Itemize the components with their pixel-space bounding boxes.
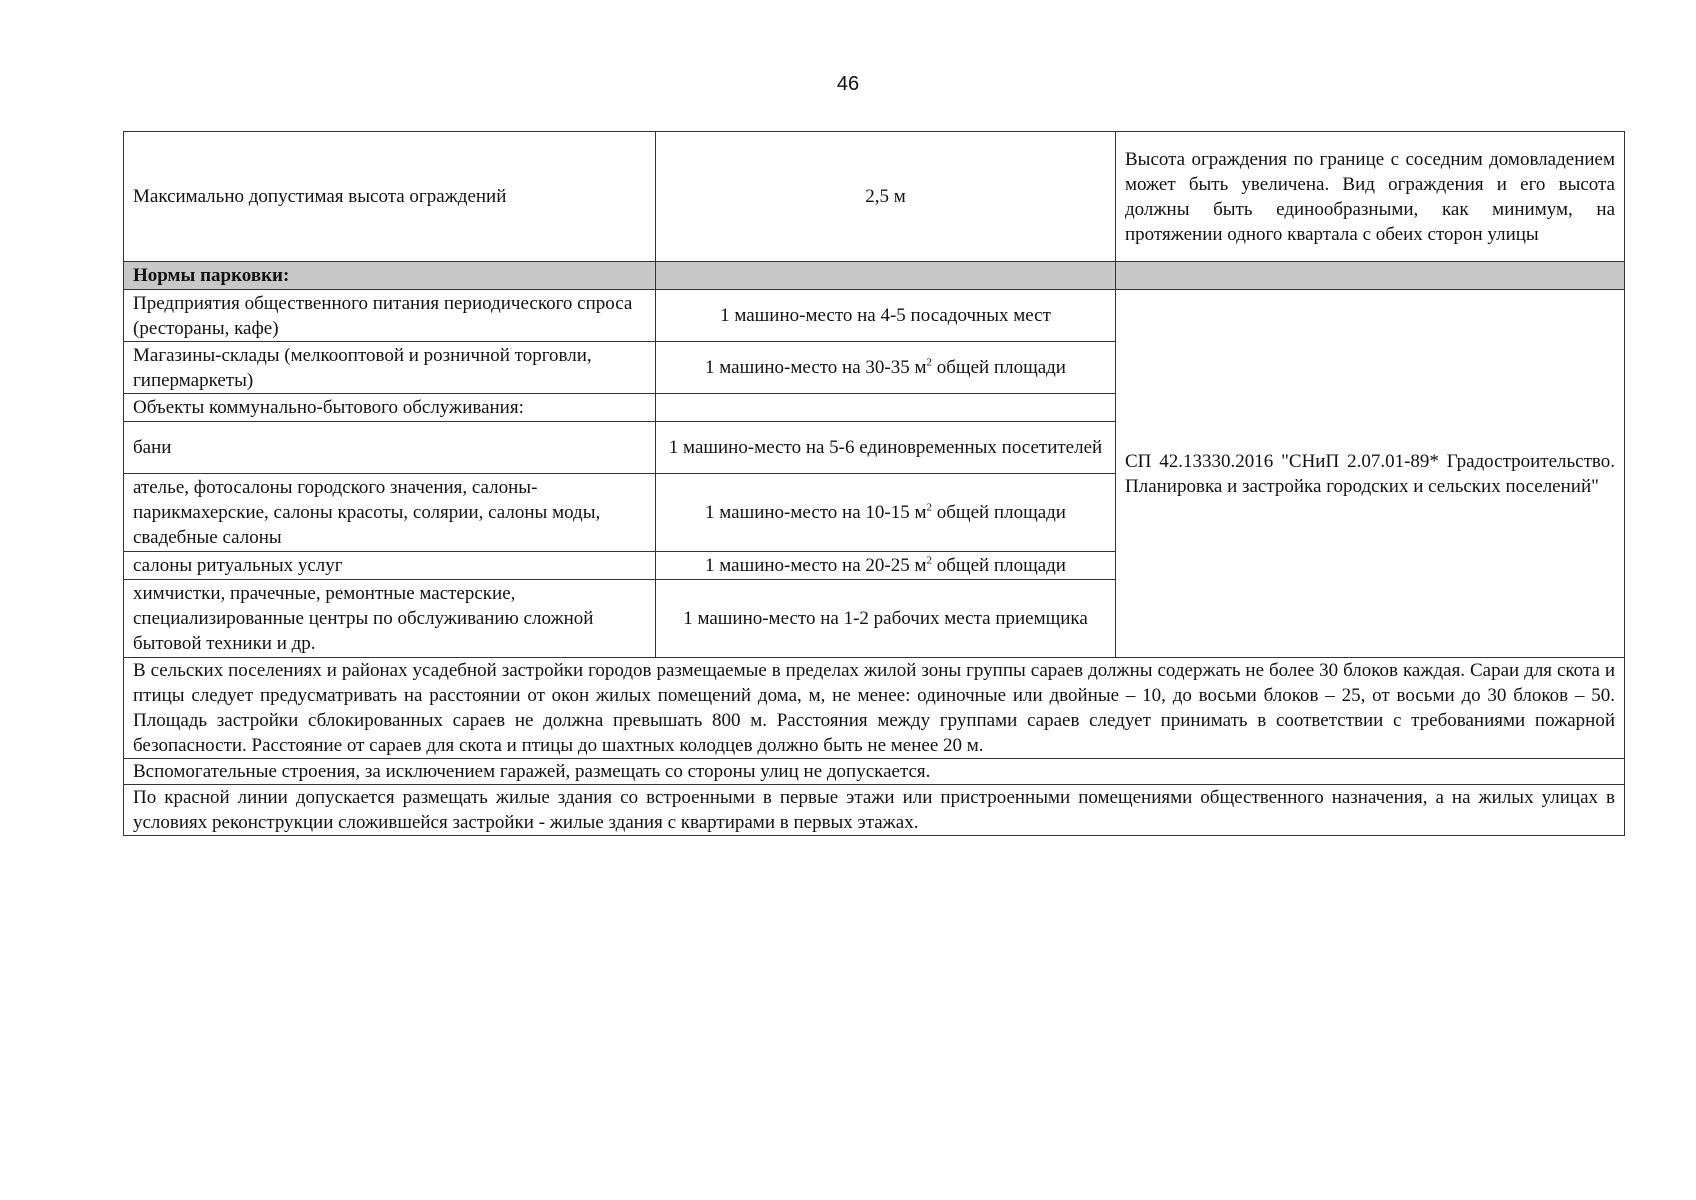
- parking-header-empty-cell: [1116, 262, 1625, 290]
- parking-header-row: [124, 262, 1625, 290]
- parking-norm: 1 машино-место на 30-35 $м^2$ общей площади: [656, 342, 1116, 394]
- parking-norm: 1 машино-место на 20-25 $м^2$ общей площади: [656, 552, 1116, 580]
- parking-label: Предприятия общественного питания периодического спроса (рестораны, кафе): [124, 290, 656, 342]
- parking-norm: 1 машино-место на 10-15 $м^2$ общей площади: [656, 474, 1116, 552]
- page-number: 46: [836, 73, 860, 95]
- parking-label: Объекты коммунально-бытового обслуживания:: [124, 394, 656, 422]
- parking-header: Нормы парковки:: [124, 262, 656, 290]
- parking-label: салоны ритуальных услуг: [124, 552, 656, 580]
- note-row: [124, 785, 1625, 836]
- parking-norm: 1 машино-место на 5-6 единовременных посетителей: [656, 422, 1116, 474]
- fence-row: [124, 132, 1625, 262]
- note-row: [124, 759, 1625, 785]
- fence-note: Высота ограждения по границе с соседним домовладением может быть увеличена. Вид ограждения и его высота должны быть единообразными, как минимум, на протяжении одного квартала с обеих сторон улицы: [1116, 132, 1625, 262]
- fence-value: 2,5 м: [656, 132, 1116, 262]
- parking-label: бани: [124, 422, 656, 474]
- parking-label: химчистки, прачечные, ремонтные мастерские, специализированные центры по обслуживанию сложной бытовой техники и др.: [124, 580, 656, 658]
- parking-norm: [656, 394, 1116, 422]
- parking-header-empty-cell: [656, 262, 1116, 290]
- parking-norm: 1 машино-место на 1-2 рабочих места приемщика: [656, 580, 1116, 658]
- note-row: [124, 658, 1625, 759]
- parking-norm: 1 машино-место на 4-5 посадочных мест: [656, 290, 1116, 342]
- parking-label: ателье, фотосалоны городского значения, салоны-парикмахерские, салоны красоты, солярии, салоны моды, свадебные салоны: [124, 474, 656, 552]
- parking-label: Магазины-склады (мелкооптовой и розничной торговли, гипермаркеты): [124, 342, 656, 394]
- parking-source: СП 42.13330.2016 "СНиП 2.07.01-89* Градостроительство. Планировка и застройка городских и сельских поселений": [1116, 290, 1625, 658]
- regulations-table: [123, 131, 1625, 836]
- sheds-note: В сельских поселениях и районах усадебной застройки городов размещаемые в пределах жилой зоны группы сараев должны содержать не более 30 блоков каждая. Сараи для скота и птицы следует предусматривать на расстоянии от окон жилых помещений дома, м, не менее: одиночные или двойные – 10, до восьми блоков – 25, от восьми до 30 блоков – 50. Площадь застройки сблокированных сараев не должна превышать 800 м. Расстояния между группами сараев следует принимать в соответствии с требованиями пожарной безопасности. Расстояние от сараев для скота и птицы до шахтных колодцев должно быть не менее 20 м.: [124, 658, 1625, 759]
- auxiliary-buildings-note: Вспомогательные строения, за исключением гаражей, размещать со стороны улиц не допускается.: [124, 759, 1625, 785]
- parking-row: [124, 290, 1625, 342]
- red-line-note: По красной линии допускается размещать жилые здания со встроенными в первые этажи или пристроенными помещениями общественного назначения, а на жилых улицах в условиях реконструкции сложившейся застройки - жилые здания с квартирами в первых этажах.: [124, 785, 1625, 836]
- fence-label: Максимально допустимая высота ограждений: [124, 132, 656, 262]
